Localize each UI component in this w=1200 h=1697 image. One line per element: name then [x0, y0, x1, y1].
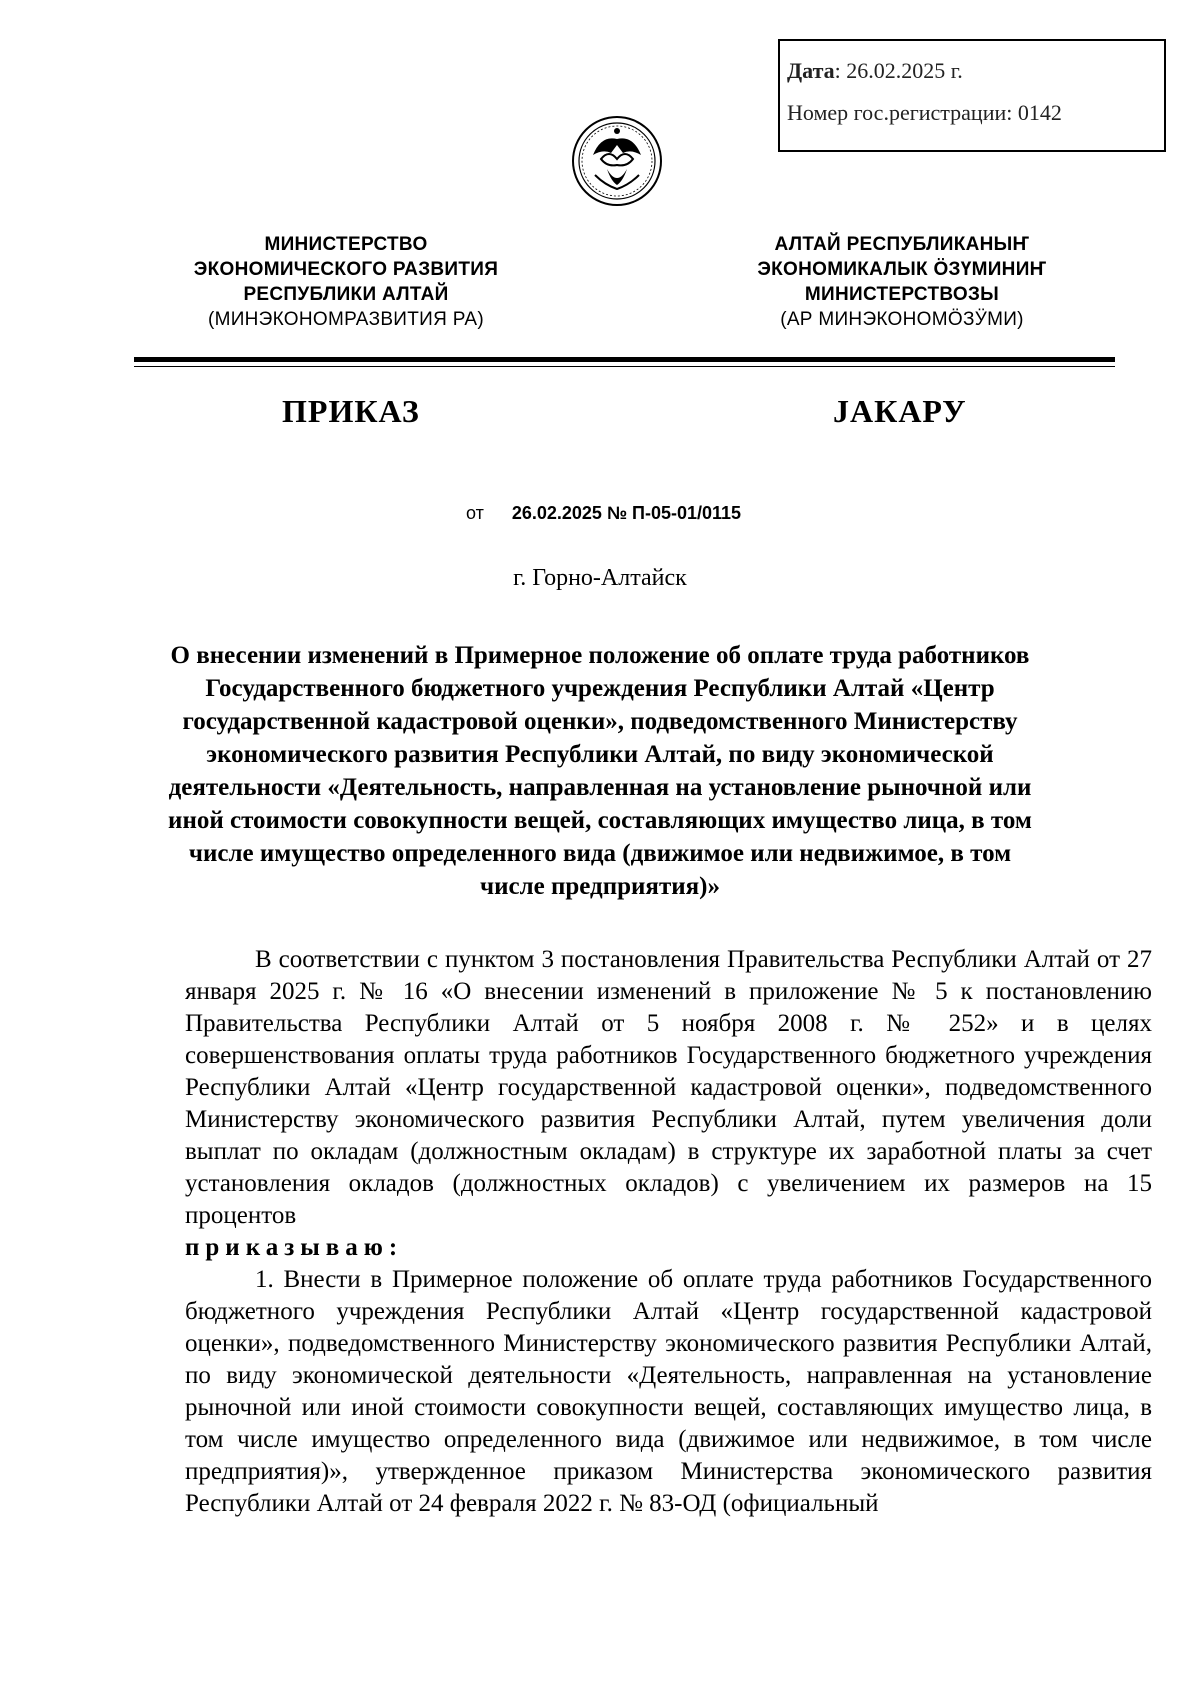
- header-divider-thin: [134, 366, 1115, 367]
- ministry-altai-line-1: АЛТАЙ РЕСПУБЛИКАНЫҤ: [774, 234, 1030, 255]
- registration-number-label: Номер гос.регистрации: [787, 100, 1007, 125]
- registration-date-value: : 26.02.2025 г.: [834, 58, 963, 83]
- registration-box: [778, 39, 1166, 152]
- registration-date: [787, 58, 963, 84]
- order-title-russian: ПРИКАЗ: [282, 393, 420, 429]
- document-body: [185, 944, 1152, 1520]
- ministry-ru-line-3: РЕСПУБЛИКИ АЛТАЙ: [243, 284, 449, 305]
- registration-number-value: : 0142: [1006, 100, 1062, 125]
- ministry-altai-line-2: ЭКОНОМИКАЛЫК ÖЗҮМИНИҤ: [757, 259, 1047, 280]
- decree-word: приказываю:: [185, 1234, 404, 1261]
- ministry-ru-line-1: МИНИСТЕРСТВО: [264, 234, 428, 255]
- order-number: 26.02.2025 № П-05-01/0115: [511, 503, 742, 523]
- registration-number: [787, 100, 1062, 126]
- body-paragraph-1: В соответствии с пунктом 3 постановления Правительства Республики Алтай от 27 января 2025 г. № 16 «О внесении изменений в приложение № 5 к постановлению Правительства Республики Алтай от 5 ноября 2008 г. № 252» и в целях совершенствования оплаты труда работников Государственного бюджетного учреждения Республики Алтай «Центр государственной кадастровой оценки», подведомственного Министерству экономического развития Республики Алтай, путем увеличения доли выплат по окладам (должностным окладам) в структуре их заработной платы за счет установления окладов (должностных окладов) с увеличением их размеров на 15 процентов: [185, 946, 1152, 1229]
- ministry-altai-abbreviation: (АР МИНЭКОНОМӦЗӰМИ): [780, 309, 1024, 330]
- ministry-ru-abbreviation: (МИНЭКОНОМРАЗВИТИЯ РА): [207, 309, 485, 330]
- header-divider-thick: [134, 357, 1115, 362]
- ministry-name-russian: [170, 232, 522, 332]
- ministry-altai-line-3: МИНИСТЕРСТВОЗЫ: [804, 284, 1000, 305]
- ministry-ru-line-2: ЭКОНОМИЧЕСКОГО РАЗВИТИЯ: [193, 259, 499, 280]
- body-paragraph-2: 1. Внести в Примерное положение об оплате труда работников Государственного бюджетного учреждения Республики Алтай «Центр государственной кадастровой оценки», подведомственного Министерству экономического развития Республики Алтай, по виду экономической деятельности «Деятельность, направленная на установление рыночной или иной стоимости совокупности вещей, составляющих имущество лица, в том числе имущество определенного вида (движимое или недвижимое, в том числе предприятия)», утвержденное приказом Министерства экономического развития Республики Алтай от 24 февраля 2022 г. № 83-ОД (официальный: [185, 1266, 1152, 1517]
- order-city: г. Горно-Алтайск: [513, 565, 687, 591]
- order-title-altai: ЈАКАРУ: [833, 393, 967, 429]
- ministry-name-altai: [722, 232, 1082, 332]
- order-from-label: от: [466, 503, 484, 523]
- coat-of-arms-emblem-icon: [571, 115, 663, 207]
- document-title: О внесении изменений в Примерное положение об оплате труда работников Государственного бюджетного учреждения Республики Алтай «Центр государственной кадастровой оценки», подведомственного Министерству экономического развития Республики Алтай, по виду экономической деятельности «Деятельность, направленная на установление рыночной или иной стоимости совокупности вещей, составляющих имущество лица, в том числе имущество определенного вида (движимое или недвижимое, в том числе предприятия)»: [168, 642, 1032, 900]
- order-number-line: [466, 503, 741, 524]
- registration-date-label: Дата: [787, 58, 835, 83]
